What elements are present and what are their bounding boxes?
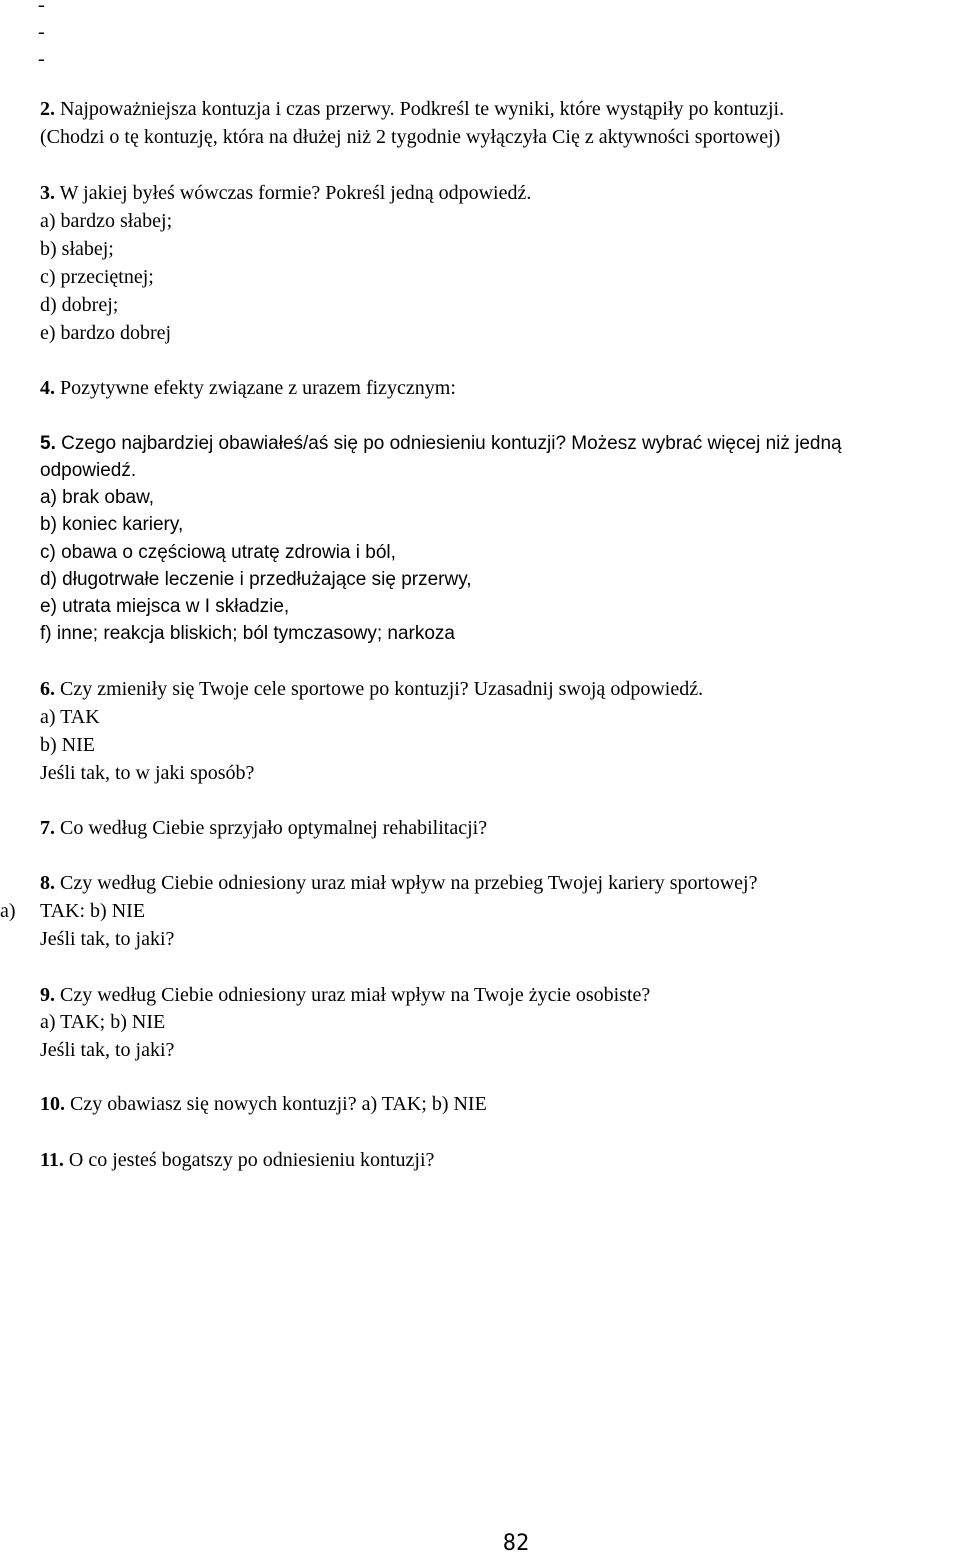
followup: Jeśli tak, to w jaki sposób? xyxy=(40,762,255,784)
followup: Jeśli tak, to jaki? xyxy=(40,1039,175,1061)
question-text: Czy według Ciebie odniesiony uraz miał wpływ na Twoje życie osobiste? xyxy=(55,984,651,1006)
question-number: 3. xyxy=(40,182,55,204)
question-text: Czego najbardziej obawiałeś/aś się po odniesieniu kontuzji? Możesz wybrać więcej niż jedną xyxy=(55,433,842,454)
option: e) bardzo dobrej xyxy=(40,322,172,344)
question-8 xyxy=(40,870,757,897)
question-6 xyxy=(40,676,703,703)
question-5-cont: odpowiedź. xyxy=(40,460,137,481)
option: a) brak obaw, xyxy=(40,487,155,508)
question-number: 4. xyxy=(40,377,55,399)
answer-options: TAK: b) NIE xyxy=(40,900,146,922)
question-2 xyxy=(40,96,784,123)
list-dash: - xyxy=(38,48,45,70)
question-text: Najpoważniejsza kontuzja i czas przerwy. Podkreśl te wyniki, które wystąpiły po kontuzji. xyxy=(55,98,785,120)
question-4 xyxy=(40,375,456,402)
option: c) przeciętnej; xyxy=(40,266,154,288)
question-7 xyxy=(40,815,487,842)
question-5 xyxy=(40,430,842,457)
question-number: 8. xyxy=(40,872,55,894)
option: d) długotrwałe leczenie i przedłużające się przerwy, xyxy=(40,569,472,590)
question-text: W jakiej byłeś wówczas formie? Pokreśl jedną odpowiedź. xyxy=(55,182,532,204)
list-dash: - xyxy=(38,0,45,16)
question-text: O co jesteś bogatszy po odniesieniu kontuzji? xyxy=(63,1149,435,1171)
question-text: Czy zmieniły się Twoje cele sportowe po kontuzji? Uzasadnij swoją odpowiedź. xyxy=(55,678,704,700)
question-10 xyxy=(40,1091,487,1118)
option: e) utrata miejsca w I składzie, xyxy=(40,596,290,617)
question-11 xyxy=(40,1147,434,1174)
option: b) NIE xyxy=(40,734,95,756)
list-marker: a) xyxy=(0,900,16,922)
question-number: 6. xyxy=(40,678,55,700)
question-2-note: (Chodzi o tę kontuzję, która na dłużej niż 2 tygodnie wyłączyła Cię z aktywności sportowej) xyxy=(40,126,781,148)
option: d) dobrej; xyxy=(40,294,119,316)
question-text: Czy obawiasz się nowych kontuzji? a) TAK; b) NIE xyxy=(65,1093,487,1115)
option: b) słabej; xyxy=(40,238,114,260)
question-number: 7. xyxy=(40,817,55,839)
question-number: 2. xyxy=(40,98,55,120)
option: a) bardzo słabej; xyxy=(40,210,173,232)
answer-options: a) TAK; b) NIE xyxy=(40,1011,166,1033)
question-number: 10. xyxy=(40,1093,65,1115)
question-text: Czy według Ciebie odniesiony uraz miał wpływ na przebieg Twojej kariery sportowej? xyxy=(55,872,758,894)
question-number: 11. xyxy=(40,1149,64,1171)
question-9 xyxy=(40,982,650,1009)
page-number: 82 xyxy=(502,1531,530,1556)
option: c) obawa o częściową utratę zdrowia i ból, xyxy=(40,542,396,563)
question-text: Pozytywne efekty związane z urazem fizycznym: xyxy=(55,377,456,399)
option: f) inne; reakcja bliskich; ból tymczasowy; narkoza xyxy=(40,623,455,644)
option: a) TAK xyxy=(40,706,100,728)
question-number: 9. xyxy=(40,984,55,1006)
list-dash: - xyxy=(38,21,45,43)
followup: Jeśli tak, to jaki? xyxy=(40,928,175,950)
question-3 xyxy=(40,180,531,207)
option: b) koniec kariery, xyxy=(40,514,184,535)
question-text: Co według Ciebie sprzyjało optymalnej rehabilitacji? xyxy=(55,817,488,839)
question-number: 5. xyxy=(40,433,56,454)
